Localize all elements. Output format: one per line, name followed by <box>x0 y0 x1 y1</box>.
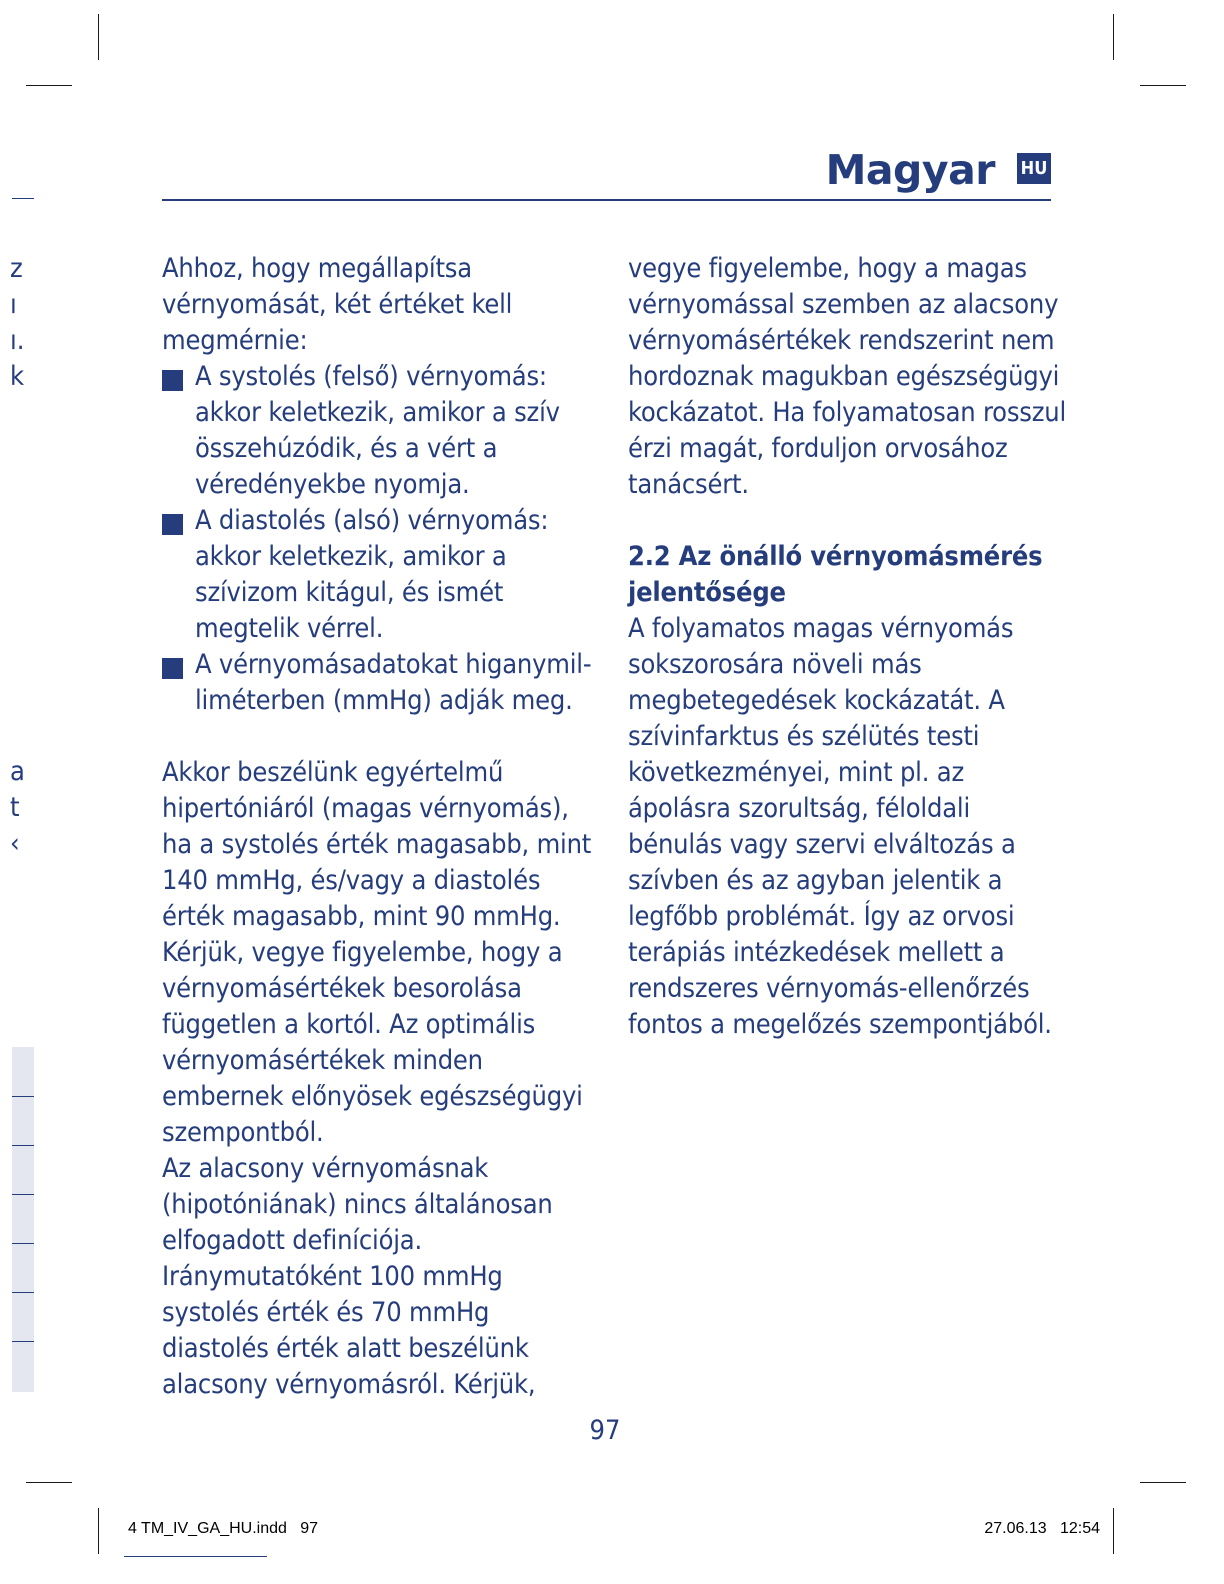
left-edge-rule <box>12 198 34 199</box>
bullet-item <box>162 359 597 503</box>
spill-line: ı <box>10 289 17 320</box>
spill-line: ‹ <box>10 828 20 859</box>
crop-mark-bottom-left-v <box>98 1508 99 1554</box>
bullet-text: A vérnyomásadatokat higanymil-liméterben (mmHg) adják meg. <box>195 649 592 716</box>
side-tab-strip <box>12 1047 34 1392</box>
tab-divider <box>12 1096 34 1097</box>
language-badge: HU <box>1017 153 1051 184</box>
crop-mark-bottom-right-h <box>1140 1482 1186 1483</box>
crop-mark-top-right-h <box>1140 85 1186 86</box>
bullet-square-icon <box>162 658 183 679</box>
crop-mark-top-left-v <box>98 14 99 60</box>
left-column <box>162 251 597 1403</box>
tab-divider <box>12 1194 34 1195</box>
spillover-mid <box>10 754 25 862</box>
bullet-item <box>162 647 597 719</box>
header-rule <box>162 199 1051 201</box>
spill-line: t <box>10 792 20 823</box>
tab-divider <box>12 1243 34 1244</box>
bullet-item <box>162 503 597 647</box>
slug-filename: 4 TM_IV_GA_HU.indd 97 <box>128 1520 319 1537</box>
intro-paragraph: Ahhoz, hogy megállapítsa vérnyomását, két értéket kell megmérnie: <box>162 253 513 356</box>
section-body: A folyamatos magas vérnyomás sokszorosára növeli más megbetegedések kockázatát. A szívinfarktus és szélütés testi következményei, mint pl. az ápolásra szorultság, féloldali bénulás vagy szervi elváltozás a szívben és az agyban jelentik a legfőbb problémát. Így az orvosi terápiás intézkedések mellett a rendszeres vérnyomás-ellenőrzés fontos a megelőzés szempontjából. <box>628 613 1052 1040</box>
spacer <box>628 503 1068 539</box>
tab-divider <box>12 1292 34 1293</box>
crop-mark-bottom-right-v <box>1113 1508 1114 1554</box>
bullet-text: A diastolés (alsó) vérnyomás: akkor keletkezik, amikor a szívizom kitágul, és ismét megtelik vérrel. <box>195 505 549 644</box>
page-title: Magyar <box>825 146 995 194</box>
bullet-square-icon <box>162 514 183 535</box>
slug-date: 27.06.13 <box>984 1520 1047 1537</box>
spill-line: k <box>10 361 25 392</box>
slug-underline <box>124 1556 267 1557</box>
spacer <box>162 719 597 755</box>
tab-divider <box>12 1341 34 1342</box>
spillover-top <box>10 251 24 395</box>
bullet-square-icon <box>162 370 183 391</box>
bullet-text: A systolés (felső) vérnyomás: akkor keletkezik, amikor a szív összehúzódik, és a vért a véredényekbe nyomja. <box>195 361 560 500</box>
spill-line: ı. <box>10 325 25 356</box>
crop-mark-top-right-v <box>1113 14 1114 60</box>
crop-mark-bottom-left-h <box>26 1482 72 1483</box>
tab-divider <box>12 1145 34 1146</box>
spill-line: a <box>10 756 25 787</box>
section-heading: 2.2 Az önálló vérnyomásmérés jelentősége <box>628 541 1043 608</box>
spill-line: z <box>10 253 23 284</box>
slug-time: 12:54 <box>1059 1520 1100 1537</box>
hypotension-paragraph: Az alacsony vérnyomásnak (hipotóniának) nincs általánosan elfogadott definíciója. Iránymutatóként 100 mmHg systolés érték és 70 mmHg diastolés érték alatt beszélünk alacsony vérnyomásról. Kérjük, <box>162 1153 553 1400</box>
slug-timestamp <box>960 1520 1100 1538</box>
page-number: 97 <box>589 1415 621 1446</box>
crop-mark-top-left-h <box>26 85 72 86</box>
continuation-paragraph: vegye figyelembe, hogy a magas vérnyomással szemben az alacsony vérnyomásértékek rendszerint nem hordoznak magukban egészségügyi kockázatot. Ha folyamatosan rosszul érzi magát, forduljon orvosához tanácsért. <box>628 253 1067 500</box>
hypertension-paragraph: Akkor beszélünk egyértelmű hipertóniáról (magas vérnyomás), ha a systolés érték magasabb, mint 140 mmHg, és/vagy a diastolés érték magasabb, mint 90 mmHg. Kérjük, vegye figyelembe, hogy a vérnyomásértékek besorolása független a kortól. Az optimális vérnyomásértékek minden embernek előnyösek egészségügyi szempontból. <box>162 757 592 1148</box>
right-column <box>628 251 1068 1043</box>
